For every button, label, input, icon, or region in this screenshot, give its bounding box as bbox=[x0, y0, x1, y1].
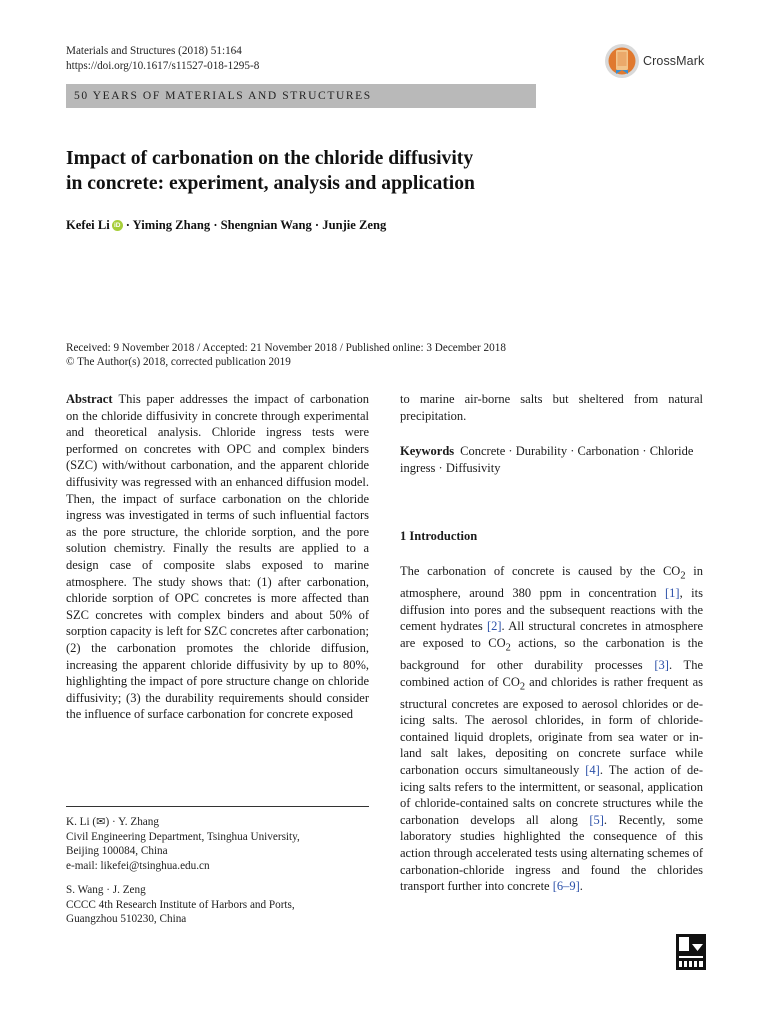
title-line-1: Impact of carbonation on the chloride diffusivity bbox=[66, 148, 474, 169]
keywords-text: Concrete · Durability · Carbonation · Chloride ingress · Diffusivity bbox=[400, 444, 694, 475]
journal-citation: Materials and Structures (2018) 51:164 bbox=[66, 45, 242, 57]
dates-line: Received: 9 November 2018 / Accepted: 21 November 2018 / Published online: 3 December 2018 bbox=[66, 342, 506, 354]
author-first[interactable]: Kefei Li bbox=[66, 218, 110, 232]
doi-link[interactable]: https://doi.org/10.1617/s11527-018-1295-8 bbox=[66, 60, 260, 72]
footnote-divider bbox=[66, 806, 369, 807]
title-line-2: in concrete: experiment, analysis and application bbox=[66, 173, 475, 194]
keywords-label: Keywords bbox=[400, 444, 455, 458]
introduction-paragraph bbox=[400, 563, 703, 895]
publication-dates bbox=[66, 341, 506, 369]
affiliation-2-inst: CCCC 4th Research Institute of Harbors and Ports, bbox=[66, 898, 295, 911]
intro-text: . The combined action of CO bbox=[400, 657, 703, 689]
affiliation-2-names: S. Wang · J. Zeng bbox=[66, 884, 146, 896]
section-banner: 50 YEARS OF MATERIALS AND STRUCTURES bbox=[66, 84, 536, 108]
abstract-continued-text: to marine air-borne salts but sheltered from natural precipitation. bbox=[400, 392, 703, 423]
affiliation-1-dept: Civil Engineering Department, Tsinghua University, bbox=[66, 830, 300, 843]
intro-text: . The action of de-icing salts refers to the intermittent, or seasonal, application of chloride-contained salts on concrete structures while the carbonation develops all along bbox=[400, 763, 703, 827]
reference-link[interactable]: [4] bbox=[585, 763, 600, 778]
reference-link[interactable]: [3] bbox=[654, 657, 669, 672]
subscript: 2 bbox=[680, 570, 686, 582]
affiliation-2 bbox=[66, 883, 369, 927]
crossmark-label: CrossMark bbox=[643, 54, 705, 68]
affiliation-1-email[interactable]: e-mail: likefei@tsinghua.edu.cn bbox=[66, 859, 210, 872]
intro-text: and chlorides is rather frequent as structural concretes are exposed to aerosol chlorides or de-icing salts. The aerosol chlorides, in form of chloride-contained liquid droplets, originate from sea water or in-land salt lakes, depositing on concrete surface while carbonation occurs simultaneously bbox=[400, 674, 703, 778]
intro-text: The carbonation of concrete is caused by the CO bbox=[400, 564, 681, 578]
crossmark-icon bbox=[604, 43, 640, 79]
affiliation-2-city: Guangzhou 510230, China bbox=[66, 913, 187, 926]
section-heading-introduction: 1 Introduction bbox=[400, 529, 478, 543]
abstract-text: This paper addresses the impact of carbonation on the chloride diffusivity in concrete through experimental and theoretical analysis. Chloride ingress tests were performed on concretes with OPC and complex binders (SZC) with/without carbonation, and the apparent chloride diffusivity was regressed with an enhanced diffusion model. Then, the impact of surface carbonation on the chloride ingress was investigated in terms of such influential factors as the pore structure, the chloride sorption, and the pore solution chemistry. Finally the results are applied to a design case of composite slabs exposed to marine atmosphere. The study shows that: (1) after carbonation, chloride sorption of OPC concretes is more affected than SZC concretes with complex binders and about 50% of sorption capacity is left for SZC concretes after carbonation; (2) the carbonation promotes the chloride diffusion, increasing the apparent chloride diffusivity by up to 80%, highlighting the impact of pore structure change on chloride diffusivity; (3) the durability requirements should consider the influence of surface carbonation for concrete exposed bbox=[66, 392, 369, 722]
abstract-block bbox=[66, 391, 369, 723]
orcid-icon[interactable]: iD bbox=[112, 220, 123, 231]
reference-link[interactable]: [1] bbox=[665, 586, 680, 601]
affiliation-1 bbox=[66, 815, 369, 873]
abstract-continued bbox=[400, 391, 703, 424]
rilem-logo-icon bbox=[676, 934, 706, 970]
abstract-label: Abstract bbox=[66, 392, 113, 406]
affiliation-1-city: Beijing 100084, China bbox=[66, 845, 168, 858]
reference-link[interactable]: [5] bbox=[589, 812, 604, 827]
author-list bbox=[66, 218, 386, 233]
intro-text: in atmosphere, around 380 ppm in concentration bbox=[400, 564, 703, 601]
intro-text: . bbox=[579, 879, 583, 894]
intro-text: . All structural concretes in atmosphere are exposed to CO bbox=[400, 619, 703, 650]
subscript: 2 bbox=[519, 681, 526, 693]
reference-link[interactable]: [6–9] bbox=[552, 879, 580, 894]
copyright-line: © The Author(s) 2018, corrected publication 2019 bbox=[66, 356, 291, 368]
journal-header bbox=[66, 44, 259, 74]
affiliation-1-names: K. Li (✉) · Y. Zhang bbox=[66, 816, 159, 828]
keywords-block bbox=[400, 443, 703, 476]
author-rest[interactable]: · Yiming Zhang · Shengnian Wang · Junjie Zeng bbox=[125, 218, 387, 232]
reference-link[interactable]: [2] bbox=[486, 619, 502, 634]
intro-text: , its diffusion into pores and the subsequent reactions with the cement hydrates bbox=[400, 586, 703, 634]
intro-text: actions, so the carbonation is the background for other durability processes bbox=[400, 635, 703, 672]
subscript: 2 bbox=[505, 642, 511, 654]
article-title bbox=[66, 146, 666, 196]
crossmark-badge[interactable] bbox=[604, 42, 732, 80]
intro-text: . Recently, some laboratory studies highlighted the consequence of this action through accelerated tests using alternating schemes of carbonation-chloride ingress and found the chlorides transport further into concrete bbox=[400, 812, 704, 894]
